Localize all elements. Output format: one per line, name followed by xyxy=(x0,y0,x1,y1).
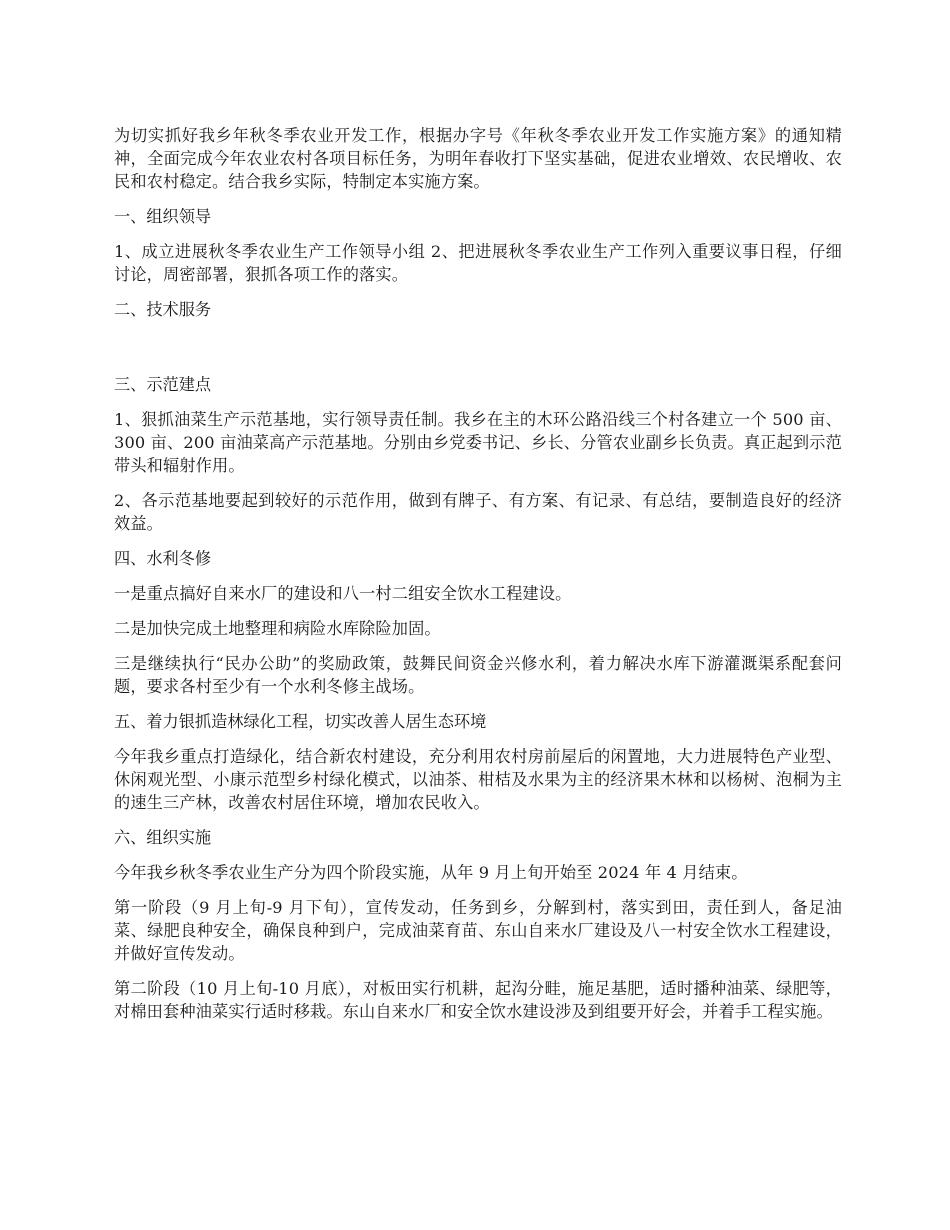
section-heading-technical-service: 二、技术服务 xyxy=(114,300,212,319)
demonstration-paragraph-1: 1、狠抓油菜生产示范基地，实行领导责任制。我乡在主的木环公路沿线三个村各建立一个 500 亩、300 亩、200 亩油菜高产示范基地。分别由乡党委书记、乡长、分管农业副乡长负责。真正起到示范带头和辐射作用。 xyxy=(114,410,842,475)
section-heading-leadership: 一、组织领导 xyxy=(114,207,212,226)
water-paragraph-2: 二是加快完成土地整理和病险水库除险加固。 xyxy=(114,619,441,638)
leadership-paragraph: 1、成立进展秋冬季农业生产工作领导小组 2、把进展秋冬季农业生产工作列入重要议事日程，仔细讨论，周密部署，狠抓各项工作的落实。 xyxy=(114,242,842,284)
water-paragraph-1: 一是重点搞好自来水厂的建设和八一村二组安全饮水工程建设。 xyxy=(114,584,572,603)
implementation-paragraph-1: 今年我乡秋冬季农业生产分为四个阶段实施，从年 9 月上旬开始至 2024 年 4 月结束。 xyxy=(114,863,748,882)
implementation-paragraph-3: 第二阶段（10 月上旬-10 月底），对板田实行机耕，起沟分畦，施足基肥，适时播种油菜、绿肥等，对棉田套种油菜实行适时移栽。东山自来水厂和安全饮水建设涉及到组要开好会，并着手工程实施。 xyxy=(114,979,842,1021)
demonstration-paragraph-2: 2、各示范基地要起到较好的示范作用，做到有牌子、有方案、有记录、有总结，要制造良好的经济效益。 xyxy=(114,491,842,533)
document-body xyxy=(114,124,842,1035)
water-paragraph-3: 三是继续执行“民办公助”的奖励政策，鼓舞民间资金兴修水利，着力解决水库下游灌溉渠系配套问题，要求各村至少有一个水利冬修主战场。 xyxy=(114,654,842,696)
intro-paragraph: 为切实抓好我乡年秋冬季农业开发工作，根据办字号《年秋冬季农业开发工作实施方案》的通知精神，全面完成今年农业农村各项目标任务，为明年春收打下坚实基础，促进农业增效、农民增收、农民和农村稳定。结合我乡实际，特制定本实施方案。 xyxy=(114,126,842,191)
afforestation-paragraph: 今年我乡重点打造绿化，结合新农村建设，充分利用农村房前屋后的闲置地，大力进展特色产业型、休闲观光型、小康示范型乡村绿化模式，以油茶、柑桔及水果为主的经济果木林和以杨树、泡桐为主的速生三产林，改善农村居住环境，增加农民收入。 xyxy=(114,747,842,812)
section-heading-afforestation: 五、着力银抓造林绿化工程，切实改善人居生态环境 xyxy=(114,712,487,731)
section-heading-implementation: 六、组织实施 xyxy=(114,828,212,847)
section-heading-demonstration: 三、示范建点 xyxy=(114,375,212,394)
implementation-paragraph-2: 第一阶段（9 月上旬-9 月下旬），宣传发动，任务到乡，分解到村，落实到田，责任到人，备足油菜、绿肥良种安全，确保良种到户，完成油菜育苗、东山自来水厂建设及八一村安全饮水工程建设，并做好宣传发动。 xyxy=(114,898,842,963)
blank-space xyxy=(114,333,842,373)
section-heading-water-conservancy: 四、水利冬修 xyxy=(114,549,212,568)
